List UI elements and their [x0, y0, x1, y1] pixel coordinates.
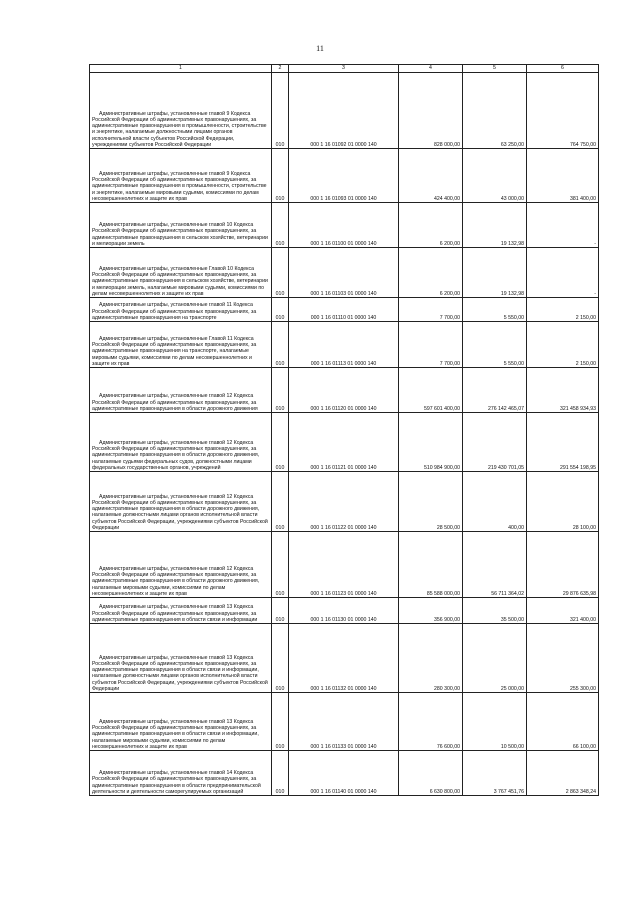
row-col-6: - — [527, 248, 599, 298]
row-line-code: 010 — [272, 624, 289, 693]
table-row — [90, 413, 599, 472]
row-name: Административные штрафы, установленные главой 12 Кодекса Российской Федерации об административных правонарушениях, за административные правонарушения в области дорожного движения, налагаемые мировыми судьями, комиссиями по делам несовершеннолетних и защите их прав — [90, 532, 272, 598]
page-number: 11 — [316, 44, 324, 53]
row-col-6: 764 750,00 — [527, 73, 599, 149]
row-line-code: 010 — [272, 298, 289, 322]
header-col-4: 4 — [399, 65, 463, 73]
row-budget-code: 000 1 16 01121 01 0000 140 — [289, 413, 399, 472]
row-col-6: - — [527, 203, 599, 248]
row-budget-code: 000 1 16 01093 01 0000 140 — [289, 149, 399, 203]
row-col-5: 35 500,00 — [463, 598, 527, 624]
row-col-5: 400,00 — [463, 472, 527, 532]
row-line-code: 010 — [272, 368, 289, 413]
row-col-5: 19 132,98 — [463, 248, 527, 298]
row-col-4: 6 630 800,00 — [399, 751, 463, 796]
row-col-6: 291 554 198,95 — [527, 413, 599, 472]
row-budget-code: 000 1 16 01120 01 0000 140 — [289, 368, 399, 413]
row-col-6: 321 400,00 — [527, 598, 599, 624]
row-col-6: 29 876 635,98 — [527, 532, 599, 598]
table-row — [90, 472, 599, 532]
row-name: Административные штрафы, установленные главой 12 Кодекса Российской Федерации об административных правонарушениях, за административные правонарушения в области дорожного движения, налагаемые судьями федеральных судов, должностными лицами федеральных государственных органов, учреждений — [90, 413, 272, 472]
row-col-5: 3 767 451,76 — [463, 751, 527, 796]
row-col-4: 280 300,00 — [399, 624, 463, 693]
table-row — [90, 322, 599, 368]
row-name: Административные штрафы, установленные главой 12 Кодекса Российской Федерации об административных правонарушениях, за административные правонарушения в области дорожного движения — [90, 368, 272, 413]
row-name: Административные штрафы, установленные главой 11 Кодекса Российской Федерации об административных правонарушениях, за административные правонарушения на транспорте — [90, 298, 272, 322]
table-row — [90, 203, 599, 248]
table-row — [90, 598, 599, 624]
row-col-4: 7 700,00 — [399, 322, 463, 368]
row-budget-code: 000 1 16 01113 01 0000 140 — [289, 322, 399, 368]
row-col-4: 7 700,00 — [399, 298, 463, 322]
table-row — [90, 693, 599, 751]
row-col-6: 2 863 348,24 — [527, 751, 599, 796]
table-row — [90, 532, 599, 598]
table-row — [90, 149, 599, 203]
row-col-5: 56 711 364,02 — [463, 532, 527, 598]
row-line-code: 010 — [272, 73, 289, 149]
row-col-6: 381 400,00 — [527, 149, 599, 203]
budget-table — [89, 64, 599, 796]
row-col-4: 85 588 000,00 — [399, 532, 463, 598]
row-col-4: 597 601 400,00 — [399, 368, 463, 413]
row-col-4: 510 984 900,00 — [399, 413, 463, 472]
table-row — [90, 248, 599, 298]
row-name: Административные штрафы, установленные Главой 10 Кодекса Российской Федерации об административных правонарушениях, за административные правонарушения в сельском хозяйстве, ветеринарии и мелиорации земель, налагаемые мировыми судьями, комиссиями по делам несовершеннолетних и защите их прав — [90, 248, 272, 298]
row-col-5: 276 142 465,07 — [463, 368, 527, 413]
row-budget-code: 000 1 16 01133 01 0000 140 — [289, 693, 399, 751]
row-line-code: 010 — [272, 532, 289, 598]
header-col-2: 2 — [272, 65, 289, 73]
row-line-code: 010 — [272, 693, 289, 751]
row-col-5: 43 000,00 — [463, 149, 527, 203]
table-row — [90, 298, 599, 322]
row-col-4: 6 200,00 — [399, 248, 463, 298]
row-line-code: 010 — [272, 149, 289, 203]
row-budget-code: 000 1 16 01103 01 0000 140 — [289, 248, 399, 298]
row-col-6: 66 100,00 — [527, 693, 599, 751]
table-row — [90, 368, 599, 413]
row-name: Административные штрафы, установленные главой 12 Кодекса Российской Федерации об административных правонарушениях, за административные правонарушения в области дорожного движения, налагаемые должностными лицами органов исполнительной власти субъектов Российской Федерации, учреждениями субъектов Российской Федерации — [90, 472, 272, 532]
row-col-6: 255 300,00 — [527, 624, 599, 693]
row-col-4: 356 900,00 — [399, 598, 463, 624]
row-name: Административные штрафы, установленные главой 13 Кодекса Российской Федерации об административных правонарушениях, за административные правонарушения в области связи и информации, налагаемые мировыми судьями, комиссиями по делам несовершеннолетних и защите их прав — [90, 693, 272, 751]
header-col-6: 6 — [527, 65, 599, 73]
row-budget-code: 000 1 16 01110 01 0000 140 — [289, 298, 399, 322]
row-col-6: 321 458 934,93 — [527, 368, 599, 413]
row-line-code: 010 — [272, 322, 289, 368]
row-line-code: 010 — [272, 751, 289, 796]
row-budget-code: 000 1 16 01100 01 0000 140 — [289, 203, 399, 248]
row-line-code: 010 — [272, 598, 289, 624]
row-col-5: 5 550,00 — [463, 298, 527, 322]
row-line-code: 010 — [272, 203, 289, 248]
table-row — [90, 624, 599, 693]
row-name: Административные штрафы, установленные главой 9 Кодекса Российской Федерации об административных правонарушениях, за административные правонарушения в промышленности, строительстве и энергетике, налагаемые должностными лицами органов исполнительной власти субъектов Российской Федерации, учреждениями субъектов Российской Федерации — [90, 73, 272, 149]
row-col-5: 5 550,00 — [463, 322, 527, 368]
row-name: Административные штрафы, установленные главой 13 Кодекса Российской Федерации об административных правонарушениях, за административные правонарушения в области связи и информации, налагаемые должностными лицами органов исполнительной власти субъектов Российской Федерации, учреждениями субъектов Российской Федерации — [90, 624, 272, 693]
row-col-5: 219 430 701,05 — [463, 413, 527, 472]
row-col-5: 63 250,00 — [463, 73, 527, 149]
row-line-code: 010 — [272, 248, 289, 298]
table-row — [90, 751, 599, 796]
row-col-4: 424 400,00 — [399, 149, 463, 203]
header-col-1: 1 — [90, 65, 272, 73]
row-col-4: 6 200,00 — [399, 203, 463, 248]
row-col-5: 25 000,00 — [463, 624, 527, 693]
row-col-4: 828 000,00 — [399, 73, 463, 149]
row-name: Административные штрафы, установленные главой 13 Кодекса Российской Федерации об административных правонарушениях, за административные правонарушения в области связи и информации — [90, 598, 272, 624]
row-name: Административные штрафы, установленные главой 10 Кодекса Российской Федерации об административных правонарушениях, за административные правонарушения в сельском хозяйстве, ветеринарии и мелиорации земель — [90, 203, 272, 248]
row-col-6: 2 150,00 — [527, 298, 599, 322]
header-col-5: 5 — [463, 65, 527, 73]
row-col-5: 19 132,98 — [463, 203, 527, 248]
row-budget-code: 000 1 16 01132 01 0000 140 — [289, 624, 399, 693]
row-name: Административные штрафы, установленные главой 14 Кодекса Российской Федерации об административных правонарушениях, за административные правонарушения в области предпринимательской деятельности и деятельности саморегулируемых организаций — [90, 751, 272, 796]
row-name: Административные штрафы, установленные главой 9 Кодекса Российской Федерации об административных правонарушениях, за административные правонарушения в промышленности, строительстве и энергетике, налагаемые мировыми судьями, комиссиями по делам несовершеннолетних и защите их прав — [90, 149, 272, 203]
row-budget-code: 000 1 16 01140 01 0000 140 — [289, 751, 399, 796]
row-col-6: 28 100,00 — [527, 472, 599, 532]
row-col-4: 28 500,00 — [399, 472, 463, 532]
row-budget-code: 000 1 16 01092 01 0000 140 — [289, 73, 399, 149]
row-budget-code: 000 1 16 01130 01 0000 140 — [289, 598, 399, 624]
header-col-3: 3 — [289, 65, 399, 73]
row-line-code: 010 — [272, 413, 289, 472]
header-row — [90, 65, 599, 73]
row-col-5: 10 500,00 — [463, 693, 527, 751]
row-budget-code: 000 1 16 01123 01 0000 140 — [289, 532, 399, 598]
row-name: Административные штрафы, установленные Главой 11 Кодекса Российской Федерации об административных правонарушениях, за административные правонарушения на транспорте, налагаемые мировыми судьями, комиссиями по делам несовершеннолетних и защите их прав — [90, 322, 272, 368]
row-col-6: 2 150,00 — [527, 322, 599, 368]
row-budget-code: 000 1 16 01122 01 0000 140 — [289, 472, 399, 532]
row-line-code: 010 — [272, 472, 289, 532]
table-row — [90, 73, 599, 149]
row-col-4: 76 600,00 — [399, 693, 463, 751]
